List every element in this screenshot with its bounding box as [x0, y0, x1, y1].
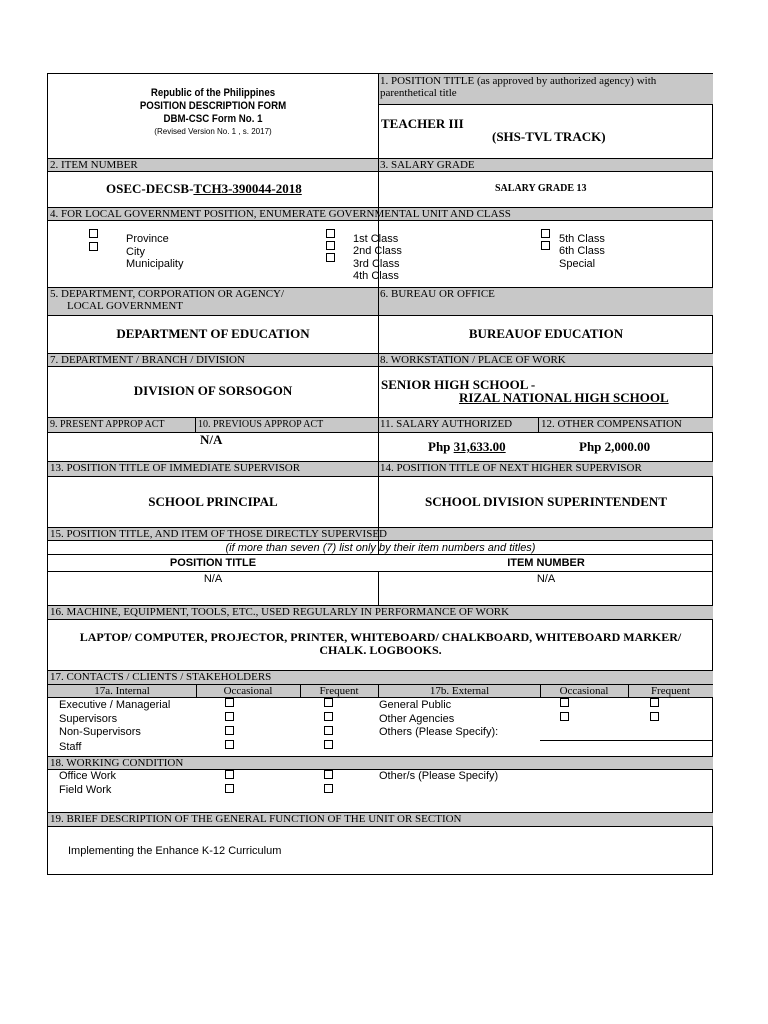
- staff-occasional-checkbox[interactable]: [225, 740, 234, 749]
- lgu-option-5th-class: 5th Class: [559, 233, 605, 245]
- lgu-option-municipality: Municipality: [126, 258, 184, 270]
- form-header: [68, 87, 358, 126]
- general-public-frequent-checkbox[interactable]: [650, 698, 659, 707]
- executive-occasional-checkbox[interactable]: [225, 698, 234, 707]
- divider: [48, 619, 713, 620]
- 2nd-class-checkbox[interactable]: [326, 241, 335, 250]
- workstation-school: RIZAL NATIONAL HIGH SCHOOL: [459, 390, 669, 405]
- division-value: DIVISION OF SORSOGON: [133, 383, 293, 398]
- next-supervisor-label: 14. POSITION TITLE OF NEXT HIGHER SUPERVISOR: [380, 462, 642, 474]
- external-occasional-header: Occasional: [559, 685, 609, 697]
- salary-amount: 31,633.00: [453, 439, 506, 454]
- other-compensation-label: 12. OTHER COMPENSATION: [541, 418, 682, 430]
- immediate-supervisor-value: SCHOOL PRINCIPAL: [148, 494, 278, 509]
- position-title-column-header: POSITION TITLE: [169, 557, 257, 569]
- internal-contact-executive: Executive / Managerial: [59, 699, 171, 711]
- department-label-2: LOCAL GOVERNMENT: [67, 300, 183, 312]
- divider: [48, 171, 713, 172]
- divider: [48, 540, 713, 541]
- office-work-frequent-checkbox[interactable]: [324, 770, 333, 779]
- workstation-value: SENIOR HIGH SCHOOL -: [381, 377, 536, 392]
- internal-contact-supervisors: Supervisors: [59, 713, 118, 725]
- revised-version: (Revised Version No. 1 , s. 2017): [154, 127, 272, 136]
- equipment-line-2: CHALK. LOGBOOKS.: [319, 643, 442, 657]
- working-condition-label: 18. WORKING CONDITION: [50, 757, 184, 769]
- position-title-track: (SHS-TVL TRACK): [492, 129, 606, 144]
- divider: [48, 697, 713, 698]
- non-supervisors-frequent-checkbox[interactable]: [324, 726, 333, 735]
- working-condition-others: Other/s (Please Specify): [379, 770, 499, 782]
- position-title-label-2: parenthetical title: [380, 87, 457, 99]
- republic-line: Republic of the Philippines: [150, 87, 276, 99]
- lgu-option-1st-class: 1st Class: [353, 233, 399, 245]
- item-number-code: TCH3-390044-2018: [193, 181, 302, 196]
- lgu-option-2nd-class: 2nd Class: [353, 245, 402, 257]
- internal-occasional-header: Occasional: [223, 685, 273, 697]
- internal-frequent-header: Frequent: [319, 685, 359, 697]
- other-agencies-frequent-checkbox[interactable]: [650, 712, 659, 721]
- workstation-label: 8. WORKSTATION / PLACE OF WORK: [380, 354, 566, 366]
- form-number: DBM-CSC Form No. 1: [163, 113, 263, 125]
- item-number-prefix: OSEC-DECSB-: [106, 181, 194, 196]
- contacts-label: 17. CONTACTS / CLIENTS / STAKEHOLDERS: [50, 671, 272, 683]
- supervisors-occasional-checkbox[interactable]: [225, 712, 234, 721]
- immediate-supervisor-label: 13. POSITION TITLE OF IMMEDIATE SUPERVISOR: [50, 462, 301, 474]
- salary-grade-label: 3. SALARY GRADE: [380, 159, 475, 171]
- bureau-label: 6. BUREAU OR OFFICE: [380, 288, 495, 300]
- divider: [48, 554, 713, 555]
- other-agencies-occasional-checkbox[interactable]: [560, 712, 569, 721]
- bureau-value: BUREAUOF EDUCATION: [468, 326, 624, 341]
- internal-contact-non-supervisors: Non-Supervisors: [59, 726, 141, 738]
- item-number-label: 2. ITEM NUMBER: [50, 159, 138, 171]
- divider: [48, 432, 713, 433]
- position-description-form: [47, 73, 713, 875]
- divider: [48, 571, 713, 572]
- divider: [48, 220, 713, 221]
- working-condition-field: Field Work: [59, 784, 112, 796]
- column-divider: [378, 74, 379, 554]
- 1st-class-checkbox[interactable]: [326, 229, 335, 238]
- next-supervisor-value: SCHOOL DIVISION SUPERINTENDENT: [424, 494, 667, 509]
- field-work-frequent-checkbox[interactable]: [324, 784, 333, 793]
- equipment-value: [48, 631, 713, 657]
- department-value: DEPARTMENT OF EDUCATION: [116, 326, 310, 341]
- external-contact-general-public: General Public: [379, 699, 452, 711]
- divider: [48, 315, 713, 316]
- others-specify-line: [540, 740, 713, 741]
- external-contact-other-agencies: Other Agencies: [379, 713, 455, 725]
- external-header: 17b. External: [429, 685, 490, 697]
- item-number-column-header: ITEM NUMBER: [507, 557, 585, 569]
- executive-frequent-checkbox[interactable]: [324, 698, 333, 707]
- position-title-label: 1. POSITION TITLE (as approved by authorized agency) with: [380, 75, 657, 87]
- field-work-occasional-checkbox[interactable]: [225, 784, 234, 793]
- general-public-occasional-checkbox[interactable]: [560, 698, 569, 707]
- staff-frequent-checkbox[interactable]: [324, 740, 333, 749]
- 5th-class-checkbox[interactable]: [541, 229, 550, 238]
- equipment-line-1: LAPTOP/ COMPUTER, PROJECTOR, PRINTER, WHITEBOARD/ CHALKBOARD, WHITEBOARD MARKER/: [79, 630, 682, 644]
- divider: [48, 826, 713, 827]
- non-supervisors-occasional-checkbox[interactable]: [225, 726, 234, 735]
- column-divider: [195, 417, 196, 432]
- lgu-option-special: Special: [559, 258, 596, 270]
- external-contact-others: Others (Please Specify):: [379, 726, 499, 738]
- working-condition-office: Office Work: [59, 770, 117, 782]
- lgu-option-city: City: [126, 246, 145, 258]
- position-title-value: TEACHER III: [381, 116, 464, 131]
- lgu-label: 4. FOR LOCAL GOVERNMENT POSITION, ENUMERATE GOVERNMENTAL UNIT AND CLASS: [50, 208, 511, 220]
- function-value: Implementing the Enhance K-12 Curriculum: [68, 845, 282, 857]
- item-number-value: [106, 181, 302, 197]
- other-compensation-value: Php 2,000.00: [579, 439, 651, 454]
- external-frequent-header: Frequent: [650, 685, 691, 697]
- office-work-occasional-checkbox[interactable]: [225, 770, 234, 779]
- internal-contact-staff: Staff: [59, 741, 82, 753]
- lgu-option-4th-class: 4th Class: [353, 270, 399, 282]
- supervised-label: 15. POSITION TITLE, AND ITEM OF THOSE DIRECTLY SUPERVISED: [50, 528, 387, 540]
- php-prefix: Php: [428, 439, 454, 454]
- division-label: 7. DEPARTMENT / BRANCH / DIVISION: [50, 354, 245, 366]
- 6th-class-checkbox[interactable]: [541, 241, 550, 250]
- divider: [48, 476, 713, 477]
- lgu-option-province: Province: [126, 233, 169, 245]
- lgu-option-3rd-class: 3rd Class: [353, 258, 400, 270]
- city-checkbox[interactable]: [89, 242, 98, 251]
- equipment-label: 16. MACHINE, EQUIPMENT, TOOLS, ETC., USED REGULARLY IN PERFORMANCE OF WORK: [50, 606, 510, 618]
- salary-grade-value: SALARY GRADE 13: [495, 183, 587, 194]
- supervised-title-value: N/A: [203, 573, 223, 585]
- lgu-option-6th-class: 6th Class: [559, 245, 605, 257]
- supervisors-frequent-checkbox[interactable]: [324, 712, 333, 721]
- present-approp-label: 9. PRESENT APPROP ACT: [50, 419, 165, 430]
- province-checkbox[interactable]: [89, 229, 98, 238]
- approp-value: N/A: [200, 432, 223, 447]
- divider: [379, 104, 713, 105]
- department-label: 5. DEPARTMENT, CORPORATION OR AGENCY/: [50, 288, 285, 300]
- supervised-note: (if more than seven (7) list only by their item numbers and titles): [225, 542, 536, 554]
- 3rd-class-checkbox[interactable]: [326, 253, 335, 262]
- supervised-item-value: N/A: [536, 573, 556, 585]
- function-label: 19. BRIEF DESCRIPTION OF THE GENERAL FUNCTION OF THE UNIT OR SECTION: [50, 813, 462, 825]
- form-title: POSITION DESCRIPTION FORM: [139, 100, 287, 112]
- divider: [48, 366, 713, 367]
- previous-approp-label: 10. PREVIOUS APPROP ACT: [198, 419, 324, 430]
- column-divider: [538, 417, 539, 432]
- salary-authorized-value: [428, 439, 506, 455]
- internal-header: 17a. Internal: [94, 685, 150, 697]
- salary-authorized-label: 11. SALARY AUTHORIZED: [380, 418, 513, 430]
